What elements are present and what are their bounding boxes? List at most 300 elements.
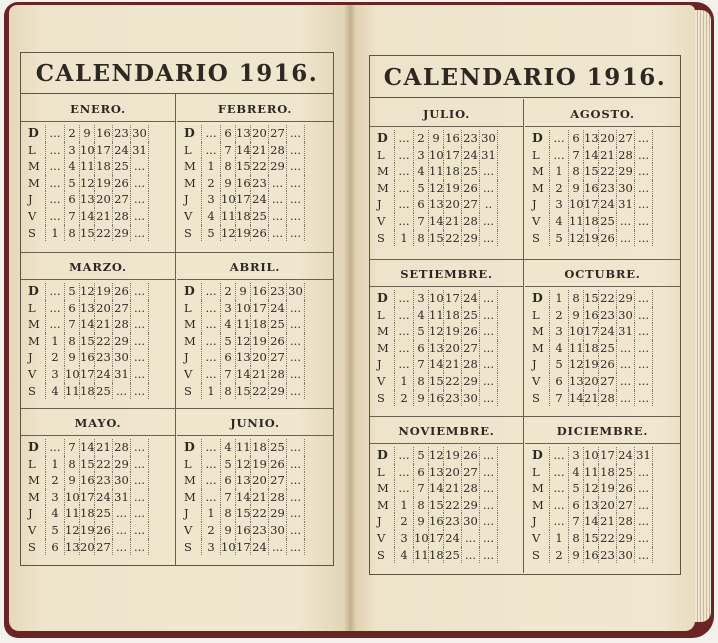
date-cell: ...: [634, 356, 652, 373]
date-cell: 20: [250, 349, 268, 366]
date-cell: ...: [394, 147, 413, 164]
date-cell: 13: [584, 131, 599, 145]
date-cell: 4: [45, 383, 64, 400]
date-cell: 12: [65, 522, 80, 537]
date-cell: 16: [584, 307, 599, 322]
weekday-label: V: [184, 522, 193, 537]
date-cell: 2: [549, 307, 568, 324]
weekday-label: J: [532, 514, 537, 529]
date-cell: ...: [634, 547, 652, 564]
date-cell: 6: [413, 340, 428, 357]
month-block: [525, 262, 680, 406]
date-cell: 8: [413, 230, 428, 247]
date-cell: 31: [112, 366, 130, 383]
date-cell: 26: [94, 522, 112, 539]
date-cell: 27: [616, 130, 634, 147]
date-cell: 8: [413, 497, 428, 514]
date-cell: 26: [250, 225, 268, 242]
weekday-label: M: [532, 481, 544, 496]
date-cell: ...: [130, 522, 148, 539]
date-cell: ..: [479, 196, 497, 213]
date-cell: 6: [413, 464, 428, 481]
date-cell: 23: [268, 283, 286, 300]
date-cell: 15: [429, 497, 444, 512]
date-cell: ...: [286, 505, 304, 522]
date-cell: 29: [268, 383, 286, 400]
empty-cell: [652, 196, 670, 213]
row-divider: [370, 416, 680, 417]
date-cell: 8: [220, 158, 235, 175]
empty-cell: [497, 130, 515, 147]
weekday-label: M: [28, 473, 40, 488]
empty-cell: [497, 356, 515, 373]
date-cell: ...: [286, 175, 304, 192]
empty-cell: [652, 530, 670, 547]
empty-cell: [497, 530, 515, 547]
date-cell: 15: [429, 373, 444, 388]
date-cell: 22: [443, 373, 461, 390]
date-cell: 30: [268, 522, 286, 539]
empty-cell: [497, 196, 515, 213]
date-cell: 14: [584, 514, 599, 529]
weekday-label: M: [184, 333, 196, 348]
date-cell: 17: [429, 530, 444, 545]
date-cell: 9: [413, 513, 428, 530]
date-cell: 11: [429, 307, 444, 322]
date-cell: 4: [220, 316, 235, 333]
date-cell: ...: [394, 464, 413, 481]
date-cell: ...: [286, 191, 304, 208]
date-cell: 7: [64, 316, 79, 333]
date-cell: 22: [598, 290, 616, 307]
empty-cell: [497, 307, 515, 324]
weekday-label: L: [377, 147, 385, 162]
date-cell: 9: [568, 307, 583, 324]
weekday-label: M: [184, 317, 196, 332]
date-cell: 17: [584, 324, 599, 339]
date-cell: ...: [549, 130, 568, 147]
date-cell: 27: [616, 497, 634, 514]
empty-cell: [652, 464, 670, 481]
date-cell: 22: [250, 505, 268, 522]
date-cell: ...: [286, 349, 304, 366]
date-cell: 6: [220, 349, 235, 366]
date-cell: 6: [220, 472, 235, 489]
empty-cell: [304, 142, 322, 159]
weekday-label: J: [28, 350, 33, 365]
weekday-label: V: [28, 522, 37, 537]
date-cell: ...: [45, 142, 64, 159]
date-cell: 13: [569, 373, 584, 388]
date-cell: 20: [94, 191, 112, 208]
date-cell: 13: [429, 197, 444, 212]
date-cell: 16: [250, 283, 268, 300]
date-cell: 11: [65, 383, 80, 398]
date-cell: ...: [634, 307, 652, 324]
empty-cell: [148, 333, 166, 350]
empty-cell: [148, 208, 166, 225]
date-cell: 29: [461, 373, 479, 390]
date-cell: ...: [479, 373, 497, 390]
date-cell: ...: [130, 505, 148, 522]
date-cell: 19: [94, 283, 112, 300]
date-cell: ...: [634, 230, 652, 247]
month-grid: [374, 290, 523, 406]
date-cell: 29: [616, 290, 634, 307]
date-cell: 20: [443, 196, 461, 213]
date-cell: ...: [130, 175, 148, 192]
date-cell: 28: [268, 142, 286, 159]
weekday-label: M: [377, 340, 389, 355]
date-cell: 31: [479, 147, 497, 164]
date-cell: 6: [568, 130, 583, 147]
date-cell: 19: [250, 333, 268, 350]
date-cell: 12: [429, 180, 444, 195]
date-cell: ...: [45, 283, 64, 300]
date-cell: 2: [413, 130, 428, 147]
empty-cell: [304, 383, 322, 400]
date-cell: 11: [221, 208, 236, 223]
date-cell: ...: [286, 333, 304, 350]
date-cell: 20: [443, 340, 461, 357]
date-cell: 22: [250, 383, 268, 400]
date-cell: ...: [201, 142, 220, 159]
date-cell: 12: [429, 324, 444, 339]
date-cell: 8: [220, 383, 235, 400]
empty-cell: [497, 180, 515, 197]
weekday-label: L: [184, 142, 192, 157]
date-cell: 4: [220, 439, 235, 456]
date-cell: 25: [461, 163, 479, 180]
date-cell: 23: [112, 125, 130, 142]
row-divider: [21, 408, 333, 409]
date-cell: 9: [413, 390, 428, 407]
date-cell: 14: [80, 317, 95, 332]
weekday-label: S: [184, 383, 192, 398]
date-cell: ...: [634, 464, 652, 481]
date-cell: 2: [394, 513, 413, 530]
empty-cell: [497, 163, 515, 180]
weekday-label: S: [532, 547, 540, 562]
date-cell: ...: [479, 213, 497, 230]
weekday-label: J: [377, 514, 382, 529]
date-cell: 14: [80, 208, 95, 223]
date-cell: 5: [220, 333, 235, 350]
date-cell: 13: [80, 192, 95, 207]
date-cell: 22: [598, 530, 616, 547]
date-cell: ...: [616, 356, 634, 373]
date-cell: ...: [479, 340, 497, 357]
date-cell: 30: [286, 283, 304, 300]
date-cell: ...: [286, 142, 304, 159]
weekday-label: L: [184, 456, 192, 471]
date-cell: ...: [479, 290, 497, 307]
date-cell: 25: [461, 307, 479, 324]
empty-cell: [652, 307, 670, 324]
weekday-label: S: [28, 539, 36, 554]
date-cell: 27: [268, 125, 286, 142]
weekday-label: M: [377, 497, 389, 512]
date-cell: ...: [45, 439, 64, 456]
empty-cell: [304, 505, 322, 522]
date-cell: 6: [549, 373, 568, 390]
date-cell: ...: [130, 316, 148, 333]
empty-cell: [652, 130, 670, 147]
date-cell: 23: [598, 180, 616, 197]
weekday-label: D: [377, 447, 388, 462]
date-cell: 15: [80, 225, 95, 240]
date-cell: ...: [634, 390, 652, 407]
date-cell: 29: [112, 456, 130, 473]
date-cell: 12: [429, 448, 444, 462]
date-cell: 20: [443, 464, 461, 481]
empty-cell: [497, 230, 515, 247]
date-cell: 28: [461, 480, 479, 497]
date-cell: ...: [479, 180, 497, 197]
left-page: [9, 5, 350, 631]
date-cell: 10: [584, 448, 599, 462]
date-cell: ...: [286, 225, 304, 242]
date-cell: 5: [45, 522, 64, 539]
date-cell: ...: [130, 439, 148, 456]
date-cell: ...: [616, 213, 634, 230]
date-cell: ...: [479, 447, 497, 464]
date-cell: 25: [443, 547, 461, 564]
date-cell: 24: [94, 489, 112, 506]
empty-cell: [148, 316, 166, 333]
date-cell: 17: [94, 142, 112, 159]
date-cell: 23: [94, 472, 112, 489]
date-cell: 30: [479, 130, 497, 147]
date-cell: 7: [549, 390, 568, 407]
month-name: MAYO.: [21, 411, 175, 436]
date-cell: 1: [549, 530, 568, 547]
date-cell: 29: [268, 158, 286, 175]
date-cell: ...: [394, 307, 413, 324]
date-cell: ...: [286, 158, 304, 175]
date-cell: 9: [64, 472, 79, 489]
date-cell: ...: [479, 530, 497, 547]
date-cell: 8: [64, 225, 79, 242]
empty-cell: [304, 191, 322, 208]
date-cell: 10: [569, 197, 584, 212]
date-cell: 14: [236, 142, 251, 157]
date-cell: 3: [394, 530, 413, 547]
date-cell: 5: [549, 230, 568, 247]
column-divider: [523, 99, 524, 573]
date-cell: 13: [65, 539, 80, 554]
empty-cell: [497, 447, 515, 464]
date-cell: 30: [616, 547, 634, 564]
date-cell: 5: [549, 356, 568, 373]
empty-cell: [652, 340, 670, 357]
empty-cell: [497, 497, 515, 514]
date-cell: ...: [634, 196, 652, 213]
empty-cell: [148, 539, 166, 556]
date-cell: 13: [429, 340, 444, 355]
date-cell: 17: [250, 300, 268, 317]
date-cell: 26: [461, 180, 479, 197]
date-cell: ...: [130, 333, 148, 350]
date-cell: ...: [45, 175, 64, 192]
date-cell: 29: [268, 505, 286, 522]
date-cell: 21: [598, 513, 616, 530]
date-cell: 22: [94, 456, 112, 473]
empty-cell: [148, 456, 166, 473]
date-cell: 15: [429, 230, 444, 245]
date-cell: 9: [220, 175, 235, 192]
date-cell: ...: [201, 333, 220, 350]
date-cell: 16: [80, 473, 95, 488]
empty-cell: [497, 390, 515, 407]
date-cell: 26: [268, 456, 286, 473]
date-cell: 18: [584, 340, 599, 355]
date-cell: 24: [112, 142, 130, 159]
date-cell: 1: [201, 505, 220, 522]
weekday-label: S: [377, 547, 385, 562]
date-cell: ...: [394, 340, 413, 357]
month-block: [525, 102, 680, 246]
weekday-label: V: [28, 208, 37, 223]
weekday-label: V: [377, 213, 386, 228]
date-cell: 20: [80, 539, 95, 554]
date-cell: 10: [65, 489, 80, 504]
weekday-label: V: [184, 208, 193, 223]
date-cell: 8: [568, 163, 583, 180]
weekday-label: L: [532, 464, 540, 479]
date-cell: 9: [568, 180, 583, 197]
weekday-label: D: [532, 290, 543, 305]
month-name: MARZO.: [21, 255, 175, 280]
date-cell: 7: [64, 439, 79, 456]
date-cell: 20: [598, 130, 616, 147]
date-cell: ...: [634, 513, 652, 530]
date-cell: 31: [112, 489, 130, 506]
date-cell: 30: [461, 513, 479, 530]
date-cell: 25: [94, 383, 112, 400]
date-cell: 25: [268, 316, 286, 333]
date-cell: 13: [80, 300, 95, 315]
date-cell: 14: [584, 147, 599, 162]
weekday-label: M: [184, 489, 196, 504]
date-cell: 1: [45, 225, 64, 242]
empty-cell: [497, 323, 515, 340]
date-cell: 8: [64, 456, 79, 473]
empty-cell: [652, 290, 670, 307]
empty-cell: [304, 158, 322, 175]
date-cell: 3: [413, 147, 428, 164]
weekday-label: L: [28, 142, 36, 157]
month-grid: [25, 283, 175, 399]
weekday-label: D: [28, 283, 39, 298]
date-cell: 25: [112, 158, 130, 175]
date-cell: 20: [94, 300, 112, 317]
date-cell: 27: [598, 373, 616, 390]
month-block: [177, 97, 333, 241]
weekday-label: V: [377, 373, 386, 388]
page-title: CALENDARIO 1916.: [21, 53, 333, 94]
empty-cell: [652, 497, 670, 514]
date-cell: ...: [634, 180, 652, 197]
date-cell: 15: [236, 506, 251, 521]
date-cell: 10: [429, 291, 444, 305]
date-cell: ...: [130, 225, 148, 242]
date-cell: 13: [584, 497, 599, 512]
date-cell: ...: [549, 497, 568, 514]
empty-cell: [652, 390, 670, 407]
date-cell: 12: [569, 230, 584, 245]
row-divider: [21, 252, 333, 253]
weekday-label: M: [377, 180, 389, 195]
date-cell: ...: [549, 513, 568, 530]
weekday-label: M: [28, 175, 40, 190]
date-cell: ...: [616, 340, 634, 357]
page-edges: [695, 10, 711, 622]
date-cell: 10: [221, 192, 236, 207]
empty-cell: [148, 383, 166, 400]
date-cell: 24: [461, 147, 479, 164]
date-cell: 29: [616, 530, 634, 547]
date-cell: 25: [598, 213, 616, 230]
weekday-label: S: [184, 539, 192, 554]
month-name: NOVIEMBRE.: [370, 419, 523, 444]
weekday-label: D: [532, 130, 543, 145]
date-cell: 21: [250, 489, 268, 506]
date-cell: ...: [201, 456, 220, 473]
weekday-label: J: [532, 197, 537, 212]
weekday-label: S: [377, 390, 385, 405]
date-cell: 12: [221, 225, 236, 240]
date-cell: 18: [94, 158, 112, 175]
date-cell: 6: [45, 539, 64, 556]
weekday-label: L: [28, 456, 36, 471]
month-grid: [529, 290, 680, 406]
month-grid: [529, 130, 680, 246]
empty-cell: [148, 505, 166, 522]
date-cell: 12: [80, 175, 95, 190]
weekday-label: M: [184, 473, 196, 488]
date-cell: 19: [250, 456, 268, 473]
weekday-label: S: [28, 225, 36, 240]
date-cell: 28: [616, 513, 634, 530]
date-cell: 17: [443, 290, 461, 307]
date-cell: 11: [65, 506, 80, 521]
date-cell: 23: [250, 175, 268, 192]
date-cell: 1: [201, 158, 220, 175]
date-cell: ...: [479, 356, 497, 373]
empty-cell: [304, 283, 322, 300]
date-cell: 3: [549, 323, 568, 340]
date-cell: 21: [250, 142, 268, 159]
month-name: AGOSTO.: [525, 102, 680, 127]
date-cell: ...: [634, 480, 652, 497]
date-cell: 16: [584, 180, 599, 195]
month-grid: [529, 447, 680, 563]
empty-cell: [148, 472, 166, 489]
date-cell: 5: [413, 180, 428, 197]
date-cell: ...: [286, 316, 304, 333]
weekday-label: D: [184, 125, 195, 140]
empty-cell: [304, 456, 322, 473]
weekday-label: S: [28, 383, 36, 398]
date-cell: ...: [268, 225, 286, 242]
empty-cell: [652, 356, 670, 373]
empty-cell: [652, 147, 670, 164]
date-cell: 9: [428, 130, 443, 147]
date-cell: 31: [130, 142, 148, 159]
date-cell: 5: [220, 456, 235, 473]
empty-cell: [304, 539, 322, 556]
